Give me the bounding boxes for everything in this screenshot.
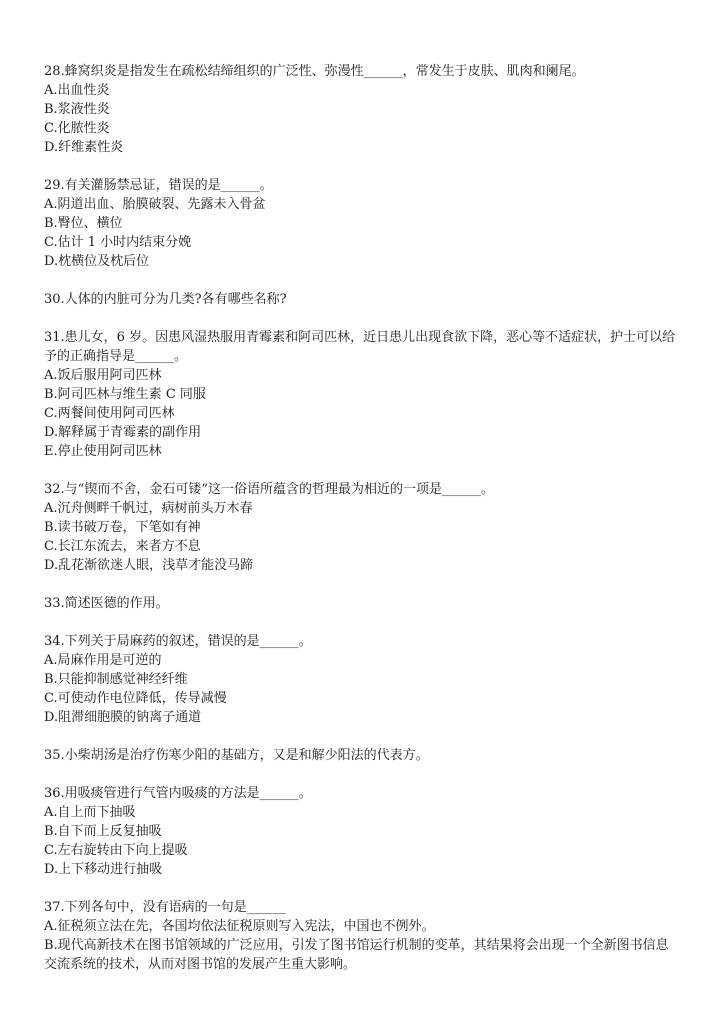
question-block xyxy=(44,62,680,157)
question-block xyxy=(44,898,680,974)
answer-option: C.估计 1 小时内结束分娩 xyxy=(44,235,192,250)
answer-option: B.自下而上反复抽吸 xyxy=(44,824,162,839)
answer-option: A.出血性炎 xyxy=(44,83,110,98)
answer-option: A.局麻作用是可逆的 xyxy=(44,653,162,668)
question-block xyxy=(44,290,680,309)
option-list xyxy=(44,651,680,727)
option-list xyxy=(44,81,680,157)
option-list xyxy=(44,803,680,879)
question-text: 34.下列关于局麻药的叙述，错误的是______。 xyxy=(44,634,312,649)
answer-option: B.读书破万卷，下笔如有神 xyxy=(44,520,201,535)
question-text: 33.简述医德的作用。 xyxy=(44,596,169,611)
answer-option: C.左右旋转由下向上提吸 xyxy=(44,843,188,858)
answer-option: A.征税须立法在先，各国均依法征税原则写入宪法，中国也不例外。 xyxy=(44,919,435,934)
answer-option: C.两餐间使用阿司匹林 xyxy=(44,406,175,421)
question-text: 32.与“锲而不舍，金石可镂”这一俗语所蕴含的哲理最为相近的一项是______。 xyxy=(44,482,494,497)
answer-option: B.臀位、横位 xyxy=(44,216,123,231)
question-list xyxy=(44,62,680,974)
question-text: 28.蜂窝织炎是指发生在疏松结缔组织的广泛性、弥漫性______，常发生于皮肤、肌肉和阑尾。 xyxy=(44,64,585,79)
answer-option: B.浆液性炎 xyxy=(44,102,110,117)
answer-option: A.沉舟侧畔千帆过，病树前头万木春 xyxy=(44,501,253,516)
answer-option: D.解释属于青霉素的副作用 xyxy=(44,425,202,440)
question-block xyxy=(44,328,680,461)
answer-option: B.阿司匹林与维生素 C 同服 xyxy=(44,387,206,402)
answer-option: C.化脓性炎 xyxy=(44,121,110,136)
answer-option: A.阴道出血、胎膜破裂、先露未入骨盆 xyxy=(44,197,266,212)
question-text: 36.用吸痰管进行气管内吸痰的方法是______。 xyxy=(44,786,312,801)
question-block xyxy=(44,632,680,727)
answer-option: B.现代高新技术在图书馆领域的广泛应用，引发了图书馆运行机制的变革，其结果将会出现一个全新图书信息交流系统的技术，从而对图书馆的发展产生重大影响。 xyxy=(44,938,669,972)
option-list xyxy=(44,917,680,974)
question-block xyxy=(44,746,680,765)
question-block xyxy=(44,594,680,613)
question-block xyxy=(44,480,680,575)
answer-option: D.阻滞细胞膜的钠离子通道 xyxy=(44,710,202,725)
option-list xyxy=(44,366,680,461)
answer-option: A.自上而下抽吸 xyxy=(44,805,136,820)
question-block xyxy=(44,176,680,271)
question-text: 37.下列各句中，没有语病的一句是______ xyxy=(44,900,286,915)
answer-option: A.饭后服用阿司匹林 xyxy=(44,368,162,383)
question-text: 30.人体的内脏可分为几类?各有哪些名称? xyxy=(44,292,287,307)
question-text: 31.患儿女，6 岁。因患风湿热服用青霉素和阿司匹林，近日患儿出现食欲下降，恶心等不适症状，护士可以给予的正确指导是______。 xyxy=(44,330,676,364)
answer-option: C.长江东流去，来者方不息 xyxy=(44,539,201,554)
answer-option: D.枕横位及枕后位 xyxy=(44,254,150,269)
answer-option: C.可使动作电位降低，传导减慢 xyxy=(44,691,227,706)
question-text: 29.有关灌肠禁忌证，错误的是______。 xyxy=(44,178,273,193)
answer-option: D.上下移动进行抽吸 xyxy=(44,862,163,877)
question-text: 35.小柴胡汤是治疗伤寒少阳的基础方，又是和解少阳法的代表方。 xyxy=(44,748,429,763)
option-list xyxy=(44,195,680,271)
option-list xyxy=(44,499,680,575)
answer-option: D.纤维素性炎 xyxy=(44,140,124,155)
answer-option: E.停止使用阿司匹林 xyxy=(44,444,162,459)
answer-option: D.乱花渐欲迷人眼，浅草才能没马蹄 xyxy=(44,558,254,573)
question-block xyxy=(44,784,680,879)
answer-option: B.只能抑制感觉神经纤维 xyxy=(44,672,188,687)
